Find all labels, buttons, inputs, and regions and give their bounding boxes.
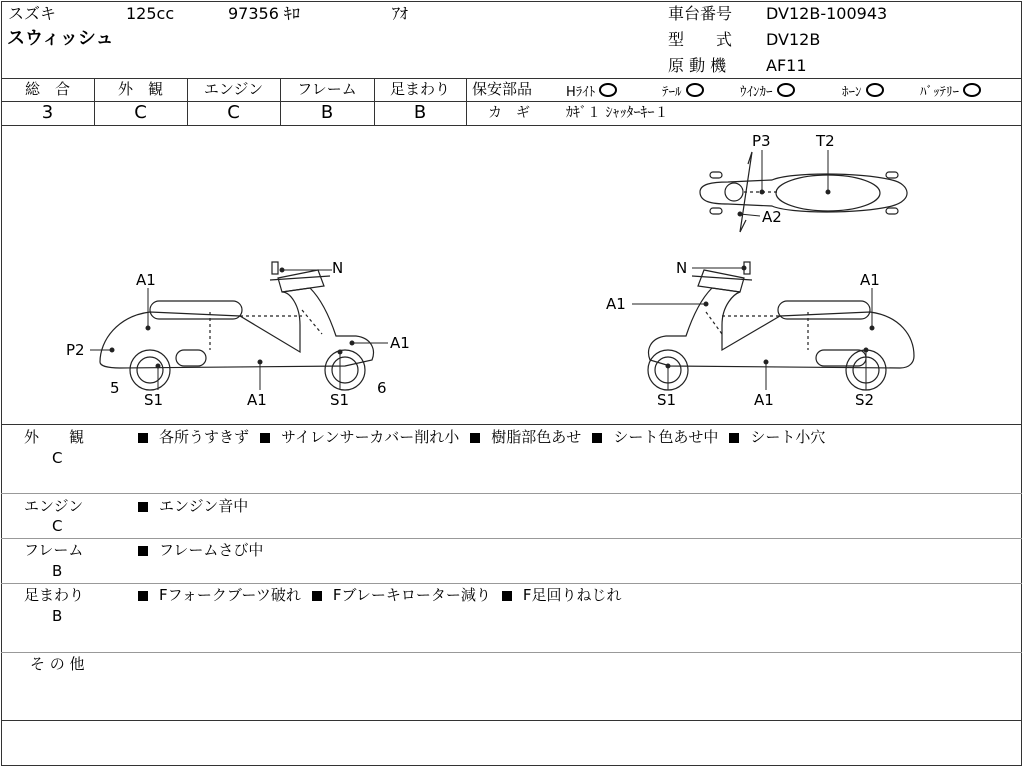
note-item: 各所うすきず (159, 428, 250, 446)
other-label: そ の 他 (30, 655, 85, 673)
safety-mid-line (466, 101, 1022, 102)
displacement: 125cc (126, 4, 175, 23)
maker: スズキ (8, 4, 57, 23)
grade-value-exterior: C (134, 102, 147, 123)
safety-item-headlight: Hﾗｲﾄ (566, 83, 617, 99)
label-left-n: N (332, 259, 344, 277)
grade-label-engine: エンジン (203, 80, 264, 98)
note-label-frame: フレーム (24, 541, 84, 559)
mileage: 97356 ｷﾛ (228, 4, 300, 23)
grade-value-frame: B (320, 102, 334, 123)
note-item: フレームさび中 (159, 541, 264, 559)
header-divider (1, 78, 1022, 79)
note-label-suspension: 足まわり (24, 586, 85, 604)
bullet-square-icon (138, 433, 148, 443)
label-right-s2-rear: S2 (855, 391, 875, 409)
ok-circle-icon (963, 83, 981, 97)
note-divider (1, 538, 1022, 539)
safety-item-battery: ﾊﾞｯﾃﾘｰ (920, 83, 981, 99)
ok-circle-icon (777, 83, 795, 97)
note-item: シート小穴 (750, 428, 826, 446)
label-left-a1-front: A1 (390, 334, 410, 352)
scooter-top-view (700, 152, 907, 232)
note-items-engine (138, 499, 259, 514)
grade-label-suspension: 足まわり (389, 80, 450, 98)
bullet-square-icon (470, 433, 480, 443)
label-right-n: N (676, 259, 688, 277)
bullet-square-icon (260, 433, 270, 443)
grade-value-engine: C (227, 102, 240, 123)
diagram-bottom-line (1, 424, 1022, 425)
note-grade-exterior: C (52, 449, 63, 467)
note-label-engine: エンジン (24, 497, 84, 515)
grade-value-suspension: B (413, 102, 427, 123)
ok-circle-icon (686, 83, 704, 97)
note-items-exterior (138, 430, 836, 445)
safety-item-horn: ﾎｰﾝ (842, 83, 884, 99)
model-name: スウィッシュ (7, 28, 114, 49)
label-left-s1-front: S1 (330, 391, 350, 409)
body-color: ｱｵ (392, 4, 409, 23)
safety-label: 保安部品 (472, 80, 533, 98)
note-grade-engine: C (52, 517, 63, 535)
label-left-s1-rear: S1 (144, 391, 164, 409)
label-right-a1-seat: A1 (860, 271, 880, 289)
grade-label-overall: 総 合 (24, 80, 70, 98)
ok-circle-icon (599, 83, 617, 97)
note-label-exterior: 外 観 (24, 428, 85, 446)
note-items-frame (138, 543, 274, 558)
bullet-square-icon (502, 591, 512, 601)
label-right-s1-front: S1 (657, 391, 677, 409)
note-items-suspension (138, 588, 633, 603)
ok-circle-icon (866, 83, 884, 97)
label-left-6: 6 (377, 379, 387, 397)
bullet-square-icon (592, 433, 602, 443)
label-left-a1-seat: A1 (136, 271, 156, 289)
engine-code: AF11 (766, 56, 807, 75)
label-top-p3: P3 (752, 132, 771, 150)
note-divider (1, 652, 1022, 653)
model-code: DV12B (766, 30, 821, 49)
note-divider (1, 493, 1022, 494)
engine-label: 原 動 機 (668, 56, 727, 75)
other-bottom-line (1, 720, 1022, 721)
label-left-5: 5 (110, 379, 120, 397)
note-item: Fフォークブーツ破れ (159, 586, 301, 604)
damage-diagram (0, 126, 1024, 424)
key-value: ｶｷﾞ１ ｼｬｯﾀｰｷｰ１ (566, 105, 669, 121)
label-top-t2: T2 (816, 132, 835, 150)
note-item: F足回りねじれ (522, 586, 622, 604)
note-item: サイレンサーカバー削れ小 (281, 428, 460, 446)
key-label: カ ギ (488, 105, 530, 121)
note-item: 樹脂部色あせ (491, 428, 582, 446)
note-item: Fブレーキローター減り (332, 586, 491, 604)
label-right-a1-front: A1 (606, 295, 626, 313)
bullet-square-icon (138, 502, 148, 512)
grade-label-exterior: 外 観 (117, 80, 163, 98)
note-item: シート色あせ中 (613, 428, 719, 446)
frame-no: DV12B-100943 (766, 4, 888, 23)
note-item: エンジン音中 (159, 497, 249, 515)
frame-no-label: 車台番号 (668, 4, 733, 23)
safety-item-tail: ﾃｰﾙ (662, 83, 704, 99)
note-grade-suspension: B (52, 607, 63, 625)
label-top-a2: A2 (762, 208, 782, 226)
label-right-a1-floor: A1 (754, 391, 774, 409)
bullet-square-icon (138, 591, 148, 601)
note-divider (1, 583, 1022, 584)
label-left-p2: P2 (66, 341, 85, 359)
label-left-a1-floor: A1 (247, 391, 267, 409)
bullet-square-icon (312, 591, 322, 601)
grade-value-overall: 3 (41, 102, 54, 123)
bullet-square-icon (138, 546, 148, 556)
bullet-square-icon (729, 433, 739, 443)
model-code-label: 型 式 (668, 30, 733, 49)
note-grade-frame: B (52, 562, 63, 580)
grade-label-frame: フレーム (297, 80, 357, 98)
safety-item-winker: ｳｲﾝｶｰ (740, 83, 795, 99)
